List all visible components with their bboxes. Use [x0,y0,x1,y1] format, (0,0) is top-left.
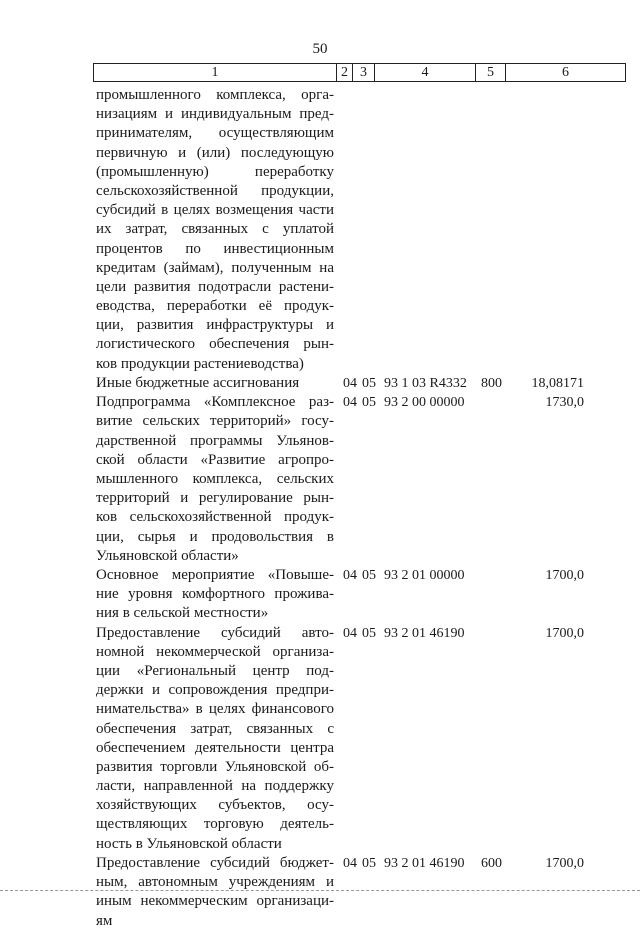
description-line: ков продукции растениеводства) [96,355,304,372]
row-description [96,854,334,931]
description-line: иным некоммерческим организаци- [96,893,334,910]
description-line: ния в сельской местности» [96,605,269,622]
header-col-4: 4 [374,64,475,81]
description-line: Иные бюджетные ассигнования [96,375,300,391]
description-line: низациям и индивидуальным пред- [96,106,334,123]
header-col-6: 6 [505,64,625,81]
description-line: (промышленную) переработку [96,163,334,180]
description-line: дарственной программы Ульянов- [96,432,334,449]
row-pr: 05 [362,395,376,411]
row-vr: 600 [481,856,502,871]
row-vr: 800 [481,376,502,391]
description-line: Основное мероприятие «Повыше- [96,567,334,583]
description-line: ции, сырья и продовольствия в [96,528,334,545]
row-description [96,624,334,854]
row-amount: 18,08171 [531,376,584,391]
description-line: нимательства» в целях финансового [96,701,334,718]
row-csr: 93 2 00 00000 [384,395,465,411]
description-line: ществляющих торговую деятель- [96,816,334,833]
description-line: ков сельскохозяйственной продук- [96,509,334,526]
row-description [96,393,334,566]
description-line: цели развития подотрасли растени- [96,278,334,295]
row-rz: 04 [343,376,357,391]
row-amount: 1700,0 [545,856,584,871]
description-line: принимателям, осуществляющим [96,125,334,142]
description-line: развития торговли Ульяновской об- [96,758,334,775]
description-line: хозяйствующих субъектов, осу- [96,797,334,814]
row-rz: 04 [343,568,357,583]
row-amount: 1730,0 [545,395,584,411]
description-line: ции, развития инфраструктуры и [96,317,334,334]
row-pr: 05 [362,625,376,641]
row-csr: 93 2 01 46190 [384,625,465,641]
description-line: логистического обеспечения рын- [96,336,334,353]
header-col-2: 2 [336,64,352,81]
description-line: первичную и (или) последующую [96,144,334,161]
description-line: территорий и регулирование рын- [96,490,334,507]
row-description [96,374,334,393]
description-line: обеспечением деятельности центра [96,739,334,756]
row-csr: 93 2 01 46190 [384,856,465,871]
page-bottom-rule [0,890,640,892]
description-line: ность в Ульяновской области [96,835,282,852]
row-pr: 05 [362,376,376,391]
row-pr: 05 [362,568,376,583]
row-csr: 93 1 03 R4332 [384,376,467,391]
row-rz: 04 [343,625,357,641]
description-line: ние уровня комфортного прожива- [96,586,334,603]
description-line: Ульяновской области» [96,547,239,564]
header-col-3: 3 [352,64,374,81]
description-line: Подпрограмма «Комплексное раз- [96,394,334,411]
row-rz: 04 [343,856,357,871]
description-line: промышленного комплекса, орга- [96,87,334,103]
description-line: еводства, переработки её продук- [96,298,334,315]
row-amount: 1700,0 [545,625,584,641]
description-line: Предоставление субсидий авто- [96,624,334,641]
row-description [96,566,334,624]
description-line: их затрат, связанных с уплатой [96,221,334,238]
description-line: держки и сопровождения предпри- [96,682,334,699]
description-line: номной некоммерческой организа- [96,643,334,660]
header-col-1: 1 [211,65,219,80]
description-line: витие сельских территорий» госу- [96,413,334,430]
description-line: обеспечения затрат, связанных с [96,720,334,737]
description-line: кредитам (займам), полученным на [96,259,334,276]
description-line: ным, автономным учреждениям и [96,874,334,891]
description-line: сельскохозяйственной продукции, [96,182,334,199]
description-line: субсидий в целях возмещения части [96,202,334,219]
page-number: 50 [312,41,328,57]
row-amount: 1700,0 [545,568,584,583]
description-line: процентов по инвестиционным [96,240,334,257]
table-header [93,63,626,82]
description-line: Предоставление субсидий бюджет- [96,855,334,871]
row-csr: 93 2 01 00000 [384,568,465,583]
description-line: ции «Региональный центр под- [96,662,334,679]
description-line: ской области «Развитие агропро- [96,451,334,468]
description-line: ласти, направленной на поддержку [96,778,334,795]
row-pr: 05 [362,856,376,871]
description-line: ям [96,912,113,929]
header-col-5: 5 [475,64,505,81]
row-rz: 04 [343,395,357,411]
description-line: мышленного комплекса, сельских [96,470,334,487]
row-description [96,86,334,374]
